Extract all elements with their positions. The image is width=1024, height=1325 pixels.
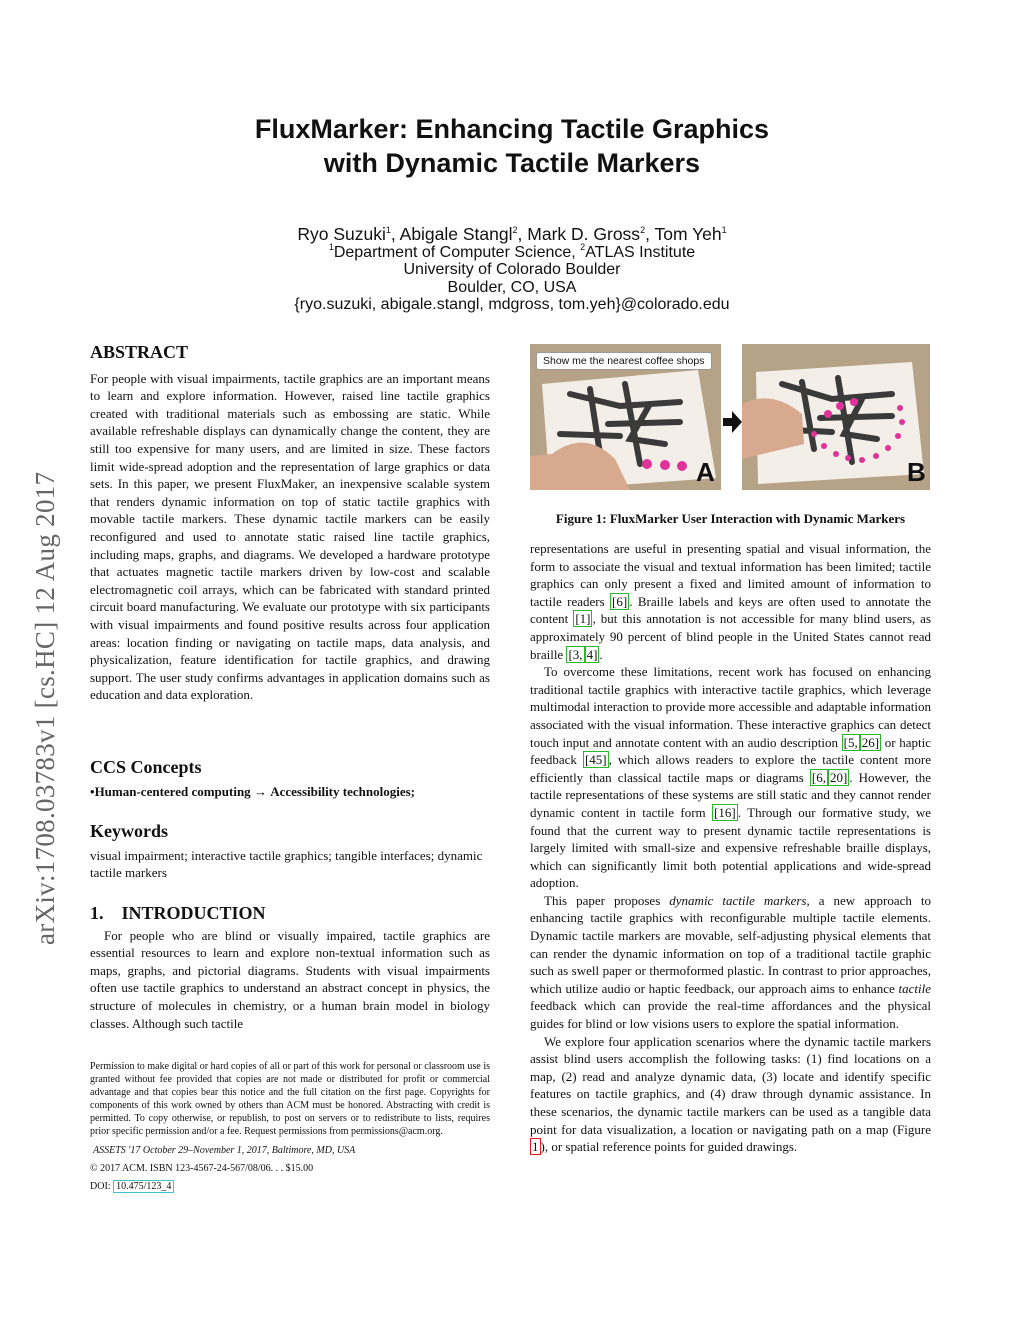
- label-b: B: [907, 457, 926, 487]
- paragraph: [530, 540, 931, 663]
- author-sup: 1: [721, 225, 727, 235]
- abstract-section: [90, 344, 490, 704]
- ccs-section: [90, 759, 490, 800]
- text-span: or haptic feedback: [530, 734, 932, 768]
- affil-sup: 2: [580, 241, 586, 252]
- city: Boulder, CO, USA: [447, 278, 577, 296]
- author-sep: ,: [390, 224, 400, 244]
- citation-link[interactable]: [16]: [714, 804, 736, 820]
- ccs-concept: Human-centered computing: [94, 783, 251, 799]
- text-span: . However, the tactile representations of these systems are still static and they cannot render dynamic content in tactile form: [530, 769, 931, 820]
- citation-link[interactable]: 20]: [829, 769, 848, 785]
- title-line-2: with Dynamic Tactile Markers: [323, 148, 701, 178]
- author-name: Mark D. Gross: [527, 224, 641, 244]
- ccs-arrow: →: [250, 783, 271, 799]
- author-sep: ,: [517, 224, 528, 244]
- venue-line: ASSETS '17 October 29–November 1, 2017, Baltimore, MD, USA: [93, 1145, 356, 1156]
- intro-heading: 1. INTRODUCTION: [90, 903, 266, 923]
- intro-paragraph: For people who are blind or visually impaired, tactile graphics are essential resources to learn and explore non-textual information such as maps, graphs, and pictorial diagrams. Students with visual impairments often use tactile graphics to understand an abstract concept in physics, the structure of molecules in chemistry, or a human brain model in biology classes. Although such tactile: [90, 927, 490, 1031]
- author-sep: ,: [645, 224, 655, 244]
- paper-title: [0, 112, 1024, 180]
- paragraph: [530, 663, 931, 892]
- keywords-heading: Keywords: [90, 821, 168, 841]
- abstract-text: For people with visual impairments, tactile graphics are an important means to learn and explore information. However, raised line tactile graphics created with traditional materials such as embossing are static. While available refreshable displays can dynamically change the content, they are still too expensive for many users, and are limited in size. These factors limit wide-spread adoption and the representation of large graphics or data sets. In this paper, we present FluxMaker, an inexpensive scalable system that renders dynamic information on top of static tactile graphics with movable tactile markers. These dynamic tactile markers can be easily reconfigured and used to annotate static raised line tactile graphics, including maps, graphs, and diagrams. We developed a hardware prototype that actuates magnetic tactile markers driven by low-cost and scalable electromagnetic coil arrays, which can be fabricated with standard printed circuit board manufacturing. We evaluate our prototype with six participants with visual impairments and found positive results across four application areas: location finding or navigating on tactile maps, data analysis, and physicalization, feature identification for tactile graphics, and drawing support. The user study confirms advantages in application domains such as education and data exploration.: [90, 370, 490, 703]
- citation-link[interactable]: [3,: [568, 646, 583, 662]
- paragraph: [530, 1033, 931, 1156]
- author-list: [0, 226, 1024, 244]
- author-sup: 1: [385, 225, 391, 235]
- arxiv-stamp: arXiv:1708.03783v1 [cs.HC] 12 Aug 2017: [30, 471, 60, 945]
- copyright-line: © 2017 ACM. ISBN 123-4567-24-567/08/06. . . $15.00: [90, 1163, 314, 1174]
- ccs-item: [90, 783, 490, 801]
- citation-link[interactable]: 4]: [586, 646, 598, 662]
- text-span: ), or spatial reference points for guided drawings.: [540, 1139, 798, 1155]
- figure-1: [530, 344, 930, 490]
- emphasis: dynamic tactile markers: [669, 892, 807, 908]
- text-span: feedback which can provide the real-time affordances and the physical guides for blind or low visions users to explore the spatial information.: [530, 998, 931, 1032]
- text-span: . Through our formative study, we found that the current way to present dynamic tactile representations is largely limited with small-size and expensive refreshable braille displays, which can significantly limit both potential applications and wide-spread adoption.: [530, 804, 932, 891]
- doi-line: [90, 1180, 490, 1193]
- text-span: This paper proposes: [544, 892, 670, 908]
- text-span: , which allows readers to explore the tactile content more efficiently than classical tactile maps or diagrams: [530, 752, 931, 785]
- photo-b: [742, 344, 930, 490]
- arrow-icon: [723, 409, 743, 435]
- doi-link[interactable]: 10.475/123_4: [113, 1180, 174, 1193]
- voice-query-bubble: Show me the nearest coffee shops: [536, 352, 712, 370]
- citation-link[interactable]: [6,: [811, 769, 826, 785]
- ccs-concept: Accessibility technologies;: [270, 783, 415, 799]
- right-column: [530, 540, 931, 1156]
- emails: {ryo.suzuki, abigale.stangl, mdgross, tom.yeh}@colorado.edu: [294, 296, 730, 313]
- university: University of Colorado Boulder: [403, 261, 621, 278]
- author-name: Abigale Stangl: [399, 224, 513, 244]
- ccs-heading: CCS Concepts: [90, 757, 202, 777]
- author-name: Tom Yeh: [654, 224, 722, 244]
- citation-link[interactable]: [6]: [612, 593, 628, 609]
- title-line-1: FluxMarker: Enhancing Tactile Graphics: [254, 114, 770, 144]
- citation-link[interactable]: 26]: [861, 734, 880, 750]
- author-sup: 2: [512, 225, 518, 235]
- author-name: Ryo Suzuki: [297, 224, 386, 244]
- keywords-section: [90, 823, 490, 882]
- affil-text: Department of Computer Science,: [333, 243, 581, 261]
- paragraph: [530, 892, 931, 1033]
- text-span: . Braille labels and keys are often used to annotate the content: [530, 593, 931, 627]
- citation-link[interactable]: [1]: [575, 611, 591, 627]
- affiliation: [0, 241, 1024, 262]
- label-a: A: [696, 457, 715, 487]
- author-block: [0, 226, 1024, 314]
- emphasis: tactile: [898, 980, 931, 996]
- abstract-heading: ABSTRACT: [90, 342, 189, 362]
- ccs-bullet: •: [90, 783, 95, 799]
- keywords-text: visual impairment; interactive tactile graphics; tangible interfaces; dynamic tactile markers: [90, 847, 483, 881]
- permission-block: [90, 1060, 490, 1193]
- author-sup: 2: [640, 225, 646, 235]
- figure-caption: Figure 1: FluxMarker User Interaction with Dynamic Markers: [555, 511, 906, 526]
- text-span: representations are useful in presenting spatial and visual information, the form to associate the visual and textual information has been limited; tactile graphics can only present a fixed and limited amount of information to tactile readers: [530, 541, 931, 609]
- citation-link[interactable]: [45]: [584, 752, 607, 768]
- permission-text: Permission to make digital or hard copies of all or part of this work for personal or classroom use is granted without fee provided that copies are not made or distributed for profit or commercial advantage and that copies bear this notice and the full citation on the first page. Copyrights for components of this work owned by others than ACM must be honored. Abstracting with credit is permitted. To copy otherwise, or republish, to post on servers or to redistribute to lists, requires prior specific permission and/or a fee. Request permissions from permissions@acm.org.: [90, 1061, 490, 1137]
- doi-label: DOI:: [90, 1181, 114, 1192]
- intro-section: [90, 905, 490, 1032]
- text-span: .: [599, 646, 603, 662]
- figure-link[interactable]: 1: [532, 1139, 539, 1155]
- text-span: , but this annotation is not accessible for many blind users, as approximately 90 percent of blind people in the United States cannot read braille: [530, 611, 931, 662]
- text-span: We explore four application scenarios where the dynamic tactile markers assist blind users accomplish the following tasks: (1) find locations on a map, (2) read and analyze dynamic data, (3) locate and identify specific features on tactile graphics, and (4) draw through dynamic assistance. In these scenarios, the dynamic tactile markers can be used as a tangible data point for data visualization, a location or navigating path on a map (Figure: [530, 1033, 931, 1137]
- affil-sup: 1: [328, 241, 334, 252]
- text-span: , a new approach to enhancing tactile graphics with reconfigurable multiple tactile elements. Dynamic tactile markers are movable, self-adjusting physical elements that can render the dynamic information on top of a traditional tactile graphic such as swell paper or thermoformed plastic. In contrast to prior approaches, which utilize audio or haptic feedback, our approach aims to enhance: [530, 892, 931, 996]
- citation-link[interactable]: [5,: [843, 734, 858, 750]
- text-span: To overcome these limitations, recent work has focused on enhancing traditional tactile graphics with interactive tactile graphics, which leverage multimodal interaction to provide more accessible and adaptable information associated with the visual information. These interactive graphics can detect touch input and annotate content with an audio description: [530, 664, 931, 750]
- affil-text: ATLAS Institute: [585, 243, 696, 261]
